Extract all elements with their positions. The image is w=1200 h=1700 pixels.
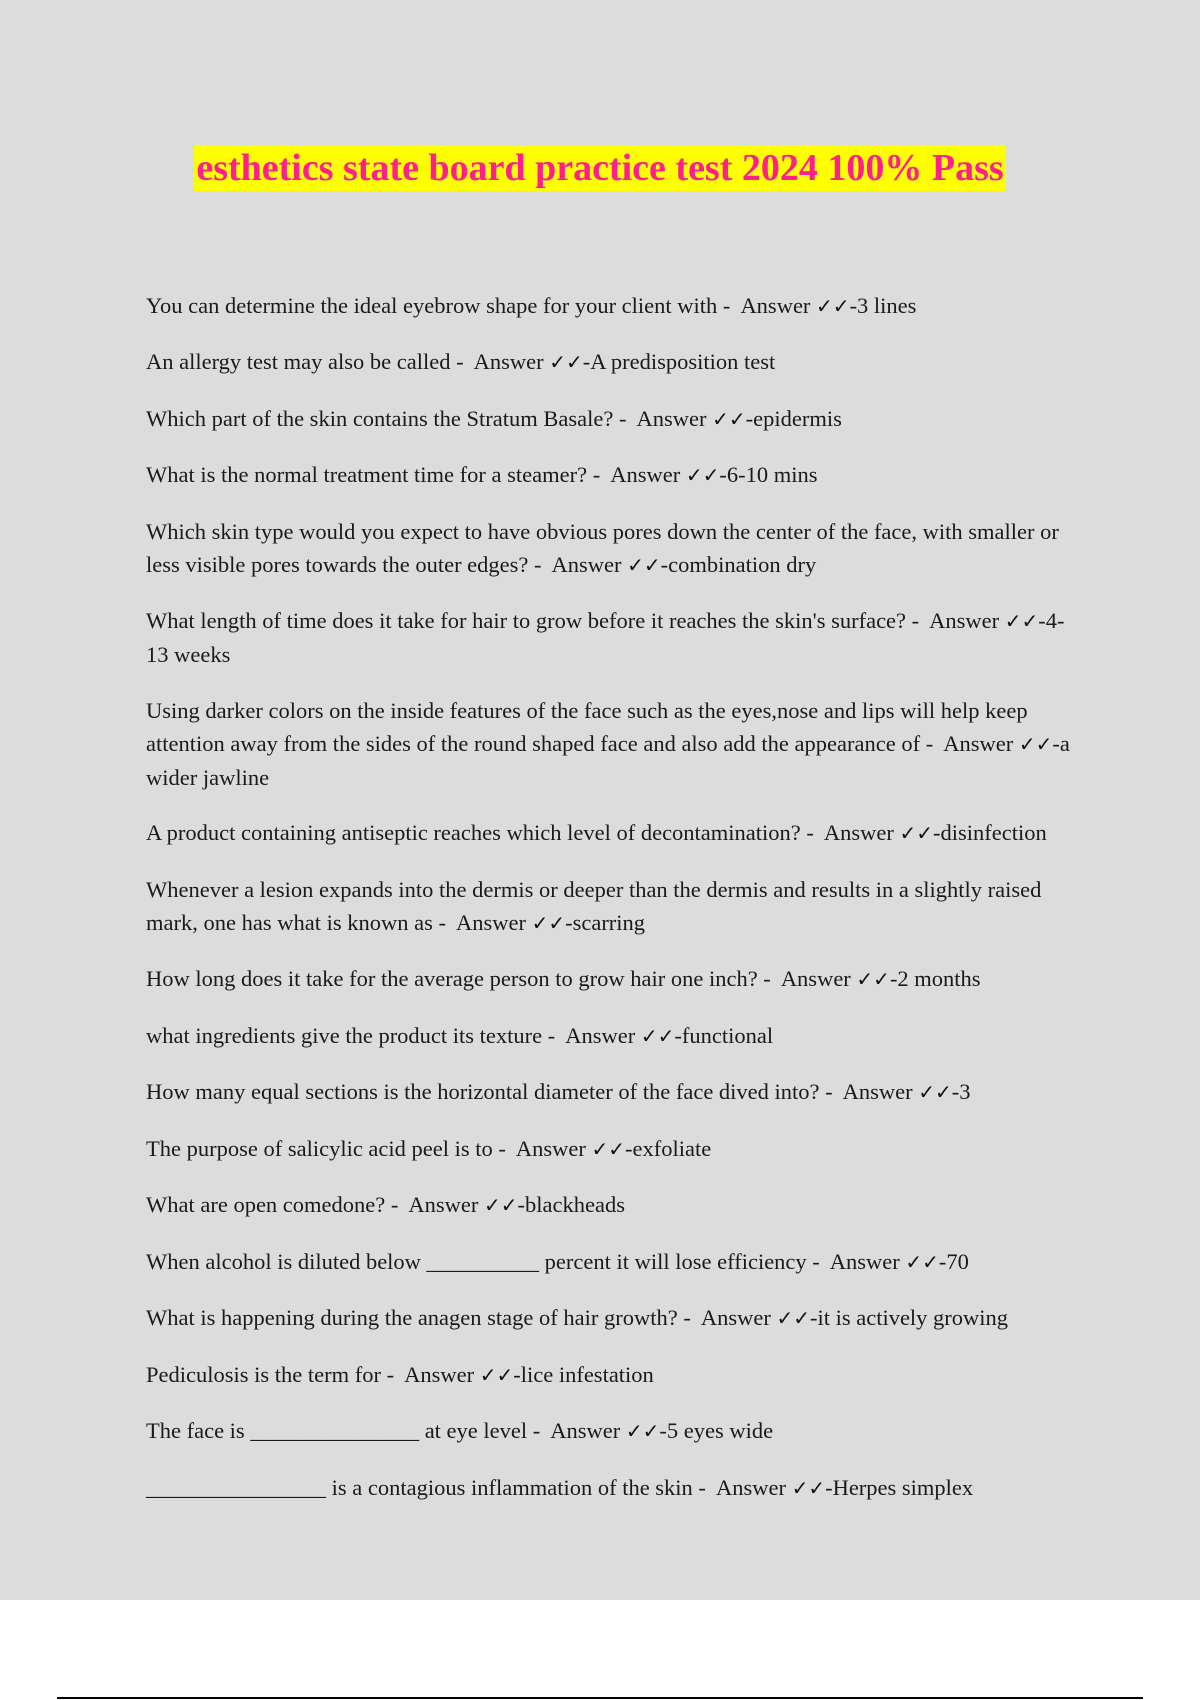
checkmark-icon: ✓✓ [905, 1249, 939, 1274]
qa-item [146, 604, 1086, 671]
qa-item [146, 1019, 1086, 1053]
checkmark-icon: ✓✓ [791, 1475, 826, 1500]
question-text: An allergy test may also be called - [146, 349, 464, 374]
answer-text: -5 eyes wide [659, 1418, 774, 1443]
answer-label: Answer [636, 405, 707, 431]
qa-item [146, 1301, 1086, 1335]
answer-label: Answer [715, 1474, 786, 1500]
question-text: Pediculosis is the term for - [146, 1361, 395, 1387]
question-text: ________________ is a contagious inflammation of the skin - [146, 1474, 706, 1500]
checkmark-icon: ✓✓ [776, 1306, 810, 1330]
answer-label: Answer [700, 1305, 771, 1330]
question-text: Using darker colors on the inside features of the face such as the eyes,nose and lips will help keep attention away from the sides of the round shaped face and also add the appearance of - [146, 697, 1028, 756]
answer-text: -disinfection [933, 820, 1047, 845]
question-text: what ingredients give the product its texture - [146, 1022, 556, 1048]
checkmark-icon: ✓✓ [685, 463, 720, 487]
footer-divider [57, 1697, 1143, 1699]
question-text: Which skin type would you expect to have obvious pores down the center of the face, with smaller or less visible pores towards the outer edges? - [146, 518, 1059, 577]
checkmark-icon: ✓✓ [1018, 731, 1053, 756]
checkmark-icon: ✓✓ [918, 1080, 952, 1104]
answer-text: -epidermis [745, 405, 842, 431]
answer-text: -a wider jawline [146, 730, 1070, 790]
answer-label: Answer [404, 1361, 475, 1387]
checkmark-icon: ✓✓ [549, 350, 583, 374]
answer-label: Answer [515, 1135, 586, 1161]
checkmark-icon: ✓✓ [816, 293, 850, 318]
answer-text: -combination dry [660, 551, 817, 577]
question-text: The purpose of salicylic acid peel is to - [146, 1135, 506, 1161]
qa-item [146, 1414, 1086, 1448]
answer-text: -A predisposition test [582, 349, 776, 374]
checkmark-icon: ✓✓ [1004, 609, 1039, 633]
question-text: What are open comedone? - [146, 1192, 399, 1217]
question-text: How long does it take for the average person to grow hair one inch? - [146, 966, 771, 991]
qa-item [146, 1132, 1086, 1166]
answer-label: Answer [842, 1079, 913, 1104]
answer-label: Answer [780, 966, 851, 991]
answer-label: Answer [823, 820, 894, 845]
question-text: What is happening during the anagen stage of hair growth? - [146, 1305, 691, 1330]
answer-label: Answer [610, 462, 681, 487]
question-text: What is the normal treatment time for a steamer? - [146, 462, 601, 487]
document-title: esthetics state board practice test 2024 100% Pass [196, 147, 1004, 189]
qa-list [146, 266, 1086, 1522]
answer-label: Answer [408, 1192, 479, 1217]
qa-item [146, 515, 1086, 582]
question-text: What length of time does it take for hair to grow before it reaches the skin's surface? - [146, 608, 920, 633]
answer-text: -scarring [565, 909, 646, 935]
checkmark-icon: ✓✓ [640, 1023, 675, 1048]
qa-item [146, 816, 1086, 850]
answer-text: -Herpes simplex [825, 1474, 974, 1500]
answer-text: -exfoliate [625, 1135, 712, 1161]
qa-item [146, 873, 1086, 940]
question-text: How many equal sections is the horizontal diameter of the face dived into? - [146, 1079, 833, 1104]
qa-item [146, 962, 1086, 996]
answer-label: Answer [551, 551, 622, 577]
answer-label: Answer [740, 292, 811, 318]
qa-item [146, 289, 1086, 323]
checkmark-icon: ✓✓ [479, 1362, 514, 1387]
answer-text: -it is actively growing [809, 1305, 1009, 1330]
answer-text: -blackheads [517, 1192, 625, 1217]
checkmark-icon: ✓✓ [627, 552, 661, 577]
qa-item [146, 458, 1086, 492]
question-text: A product containing antiseptic reaches which level of decontamination? - [146, 820, 814, 845]
answer-text: -4-13 weeks [146, 608, 1065, 667]
answer-label: Answer [473, 349, 544, 374]
checkmark-icon: ✓✓ [899, 821, 934, 845]
answer-text: -lice infestation [513, 1361, 654, 1387]
answer-text: -70 [938, 1248, 969, 1274]
answer-label: Answer [829, 1248, 900, 1274]
qa-item [146, 1188, 1086, 1222]
qa-item [146, 1471, 1086, 1505]
checkmark-icon: ✓✓ [531, 910, 566, 935]
checkmark-icon: ✓✓ [856, 967, 890, 991]
checkmark-icon: ✓✓ [484, 1193, 518, 1217]
answer-text: -functional [674, 1022, 774, 1048]
answer-label: Answer [929, 608, 1000, 633]
title-container [0, 145, 1200, 191]
question-text: You can determine the ideal eyebrow shape for your client with - [146, 292, 731, 318]
qa-item [146, 402, 1086, 436]
answer-label: Answer [550, 1418, 621, 1443]
checkmark-icon: ✓✓ [625, 1419, 660, 1443]
answer-label: Answer [943, 730, 1014, 756]
question-text: When alcohol is diluted below __________ percent it will lose efficiency - [146, 1248, 820, 1274]
question-text: Which part of the skin contains the Stratum Basale? - [146, 405, 627, 431]
checkmark-icon: ✓✓ [712, 406, 746, 431]
answer-text: -6-10 mins [719, 462, 818, 487]
question-text: Whenever a lesion expands into the dermis or deeper than the dermis and results in a slightly raised mark, one has what is known as - [146, 876, 1042, 935]
answer-text: -2 months [889, 966, 981, 991]
qa-item [146, 1075, 1086, 1109]
qa-item [146, 1358, 1086, 1392]
answer-label: Answer [455, 909, 526, 935]
qa-item [146, 694, 1086, 794]
answer-label: Answer [565, 1022, 636, 1048]
answer-text: -3 [951, 1079, 971, 1104]
checkmark-icon: ✓✓ [591, 1136, 626, 1161]
answer-text: -3 lines [849, 292, 917, 318]
question-text: The face is _______________ at eye level - [146, 1418, 541, 1443]
qa-item [146, 345, 1086, 379]
qa-item [146, 1245, 1086, 1279]
